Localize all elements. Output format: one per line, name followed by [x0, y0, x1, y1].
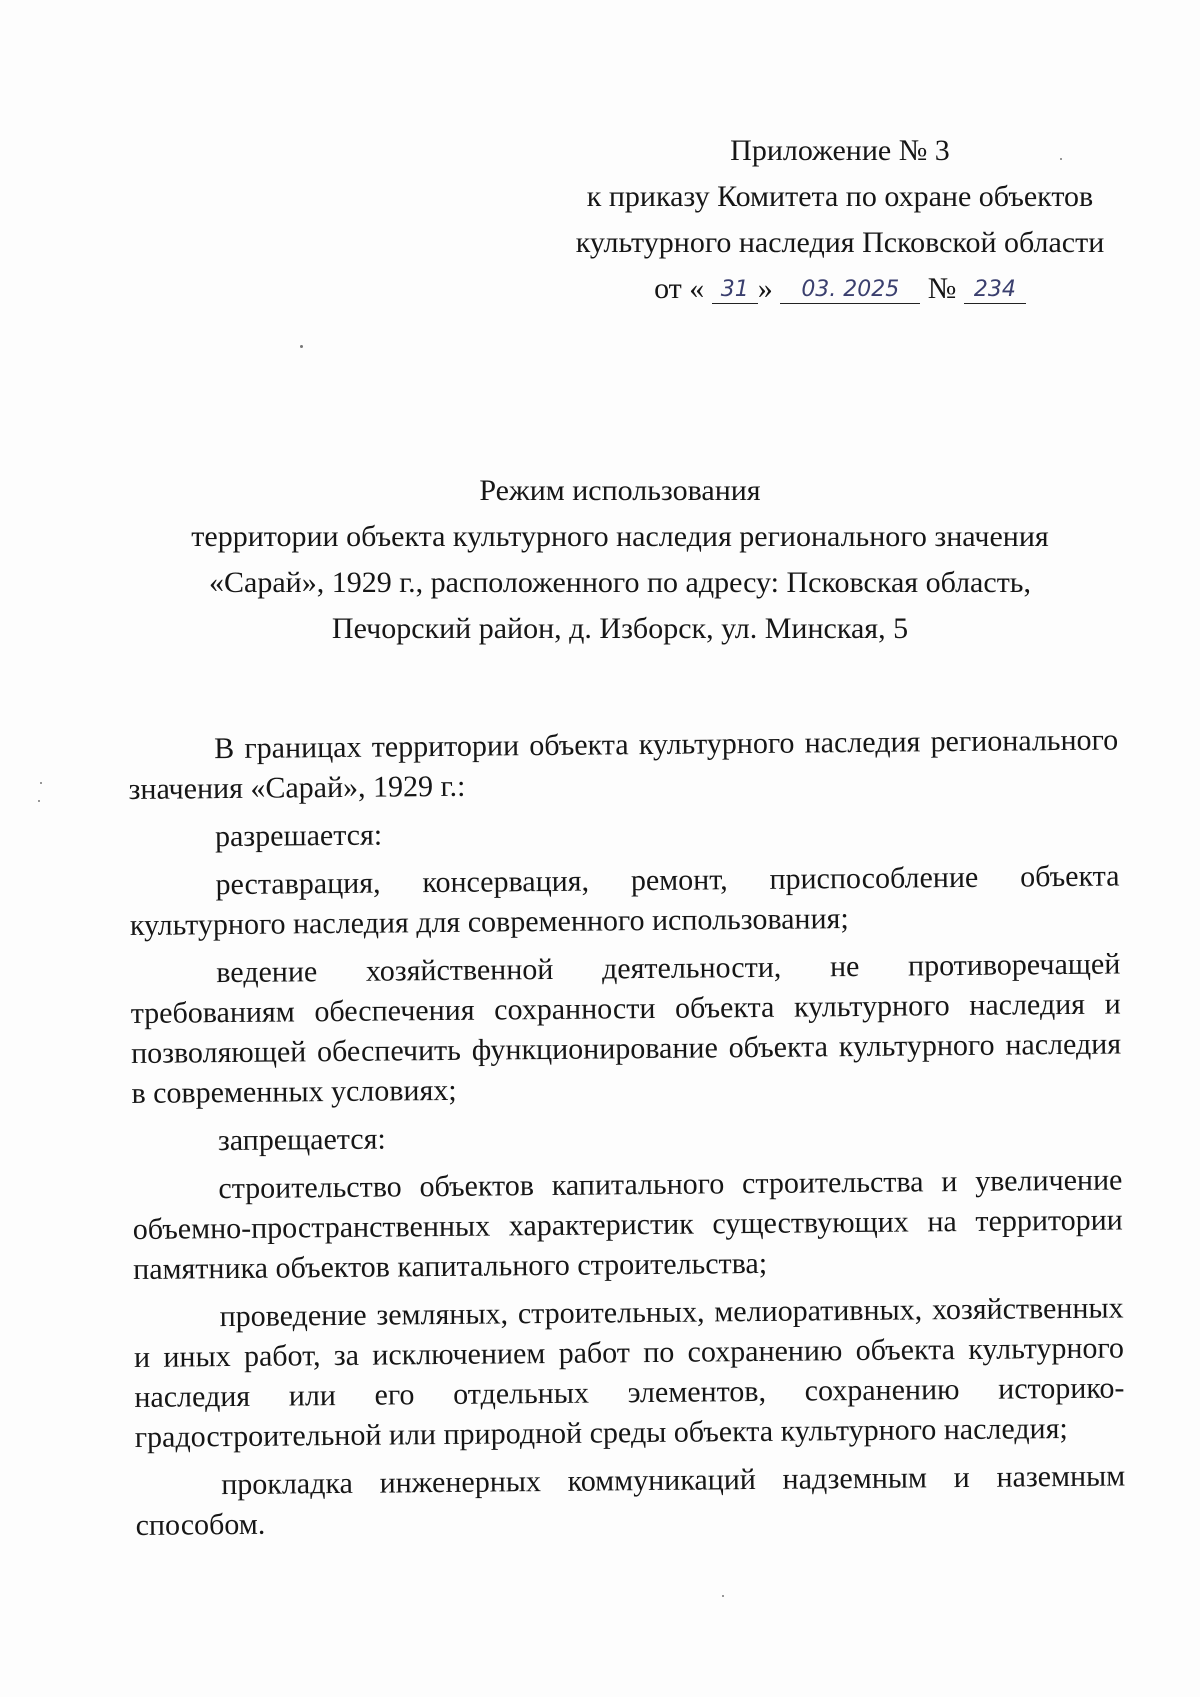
forbidden-label: запрещается: [217, 1122, 386, 1158]
handwritten-month-year: 03. 2025 [780, 277, 920, 304]
allowed-item: реставрация, консервация, ремонт, приспособление объекта культурного наследия для современного использования; [129, 859, 1120, 942]
appendix-committee: культурного наследия Псковской области [575, 226, 1105, 259]
scan-speck [722, 1595, 724, 1597]
title-line-2: территории объекта культурного наследия регионального значения [191, 520, 1049, 553]
allowed-item: ведение хозяйственной деятельности, не противоречащей требованиям обеспечения сохранности объекта культурного наследия и позволяющей обеспечить функционирование объекта культурного наследия в современных условиях; [130, 947, 1122, 1110]
order-date-line [560, 266, 1120, 312]
allowed-label: разрешается: [214, 818, 383, 854]
title-line-1: Режим использования [479, 474, 761, 507]
document-body [128, 720, 1126, 1553]
forbidden-item: строительство объектов капитального строительства и увеличение объемно-пространственных характеристик существующих на территории памятника объектов капитального строительства; [132, 1163, 1123, 1286]
appendix-number: Приложение № 3 [730, 134, 950, 167]
date-mid: » [757, 272, 773, 305]
appendix-header [560, 128, 1120, 312]
scan-speck [1060, 158, 1062, 160]
date-prefix: от « [654, 272, 705, 305]
forbidden-item: проведение земляных, строительных, мелиоративных, хозяйственных и иных работ, за исключением работ по сохранению объекта культурного наследия или его отдельных элементов, сохранению историко-градостроительной или природной среды объекта культурного наследия; [133, 1291, 1125, 1454]
handwritten-order-number: 234 [964, 277, 1026, 304]
intro-paragraph: В границах территории объекта культурного наследия регионального значения «Сарай», 1929 г.: [128, 723, 1119, 806]
title-line-4: Печорский район, д. Изборск, ул. Минская, 5 [331, 612, 909, 645]
title-line-3: «Сарай», 1929 г., расположенного по адресу: Псковская область, [209, 566, 1031, 599]
scan-speck [40, 782, 42, 784]
handwritten-day: 31 [712, 277, 758, 304]
appendix-order-ref: к приказу Комитета по охране объектов [586, 180, 1094, 213]
number-prefix: № [927, 272, 957, 305]
forbidden-item: прокладка инженерных коммуникаций надземным и наземным способом. [135, 1459, 1126, 1542]
scan-speck [300, 345, 303, 348]
document-title [140, 468, 1100, 652]
scan-speck [38, 800, 40, 802]
